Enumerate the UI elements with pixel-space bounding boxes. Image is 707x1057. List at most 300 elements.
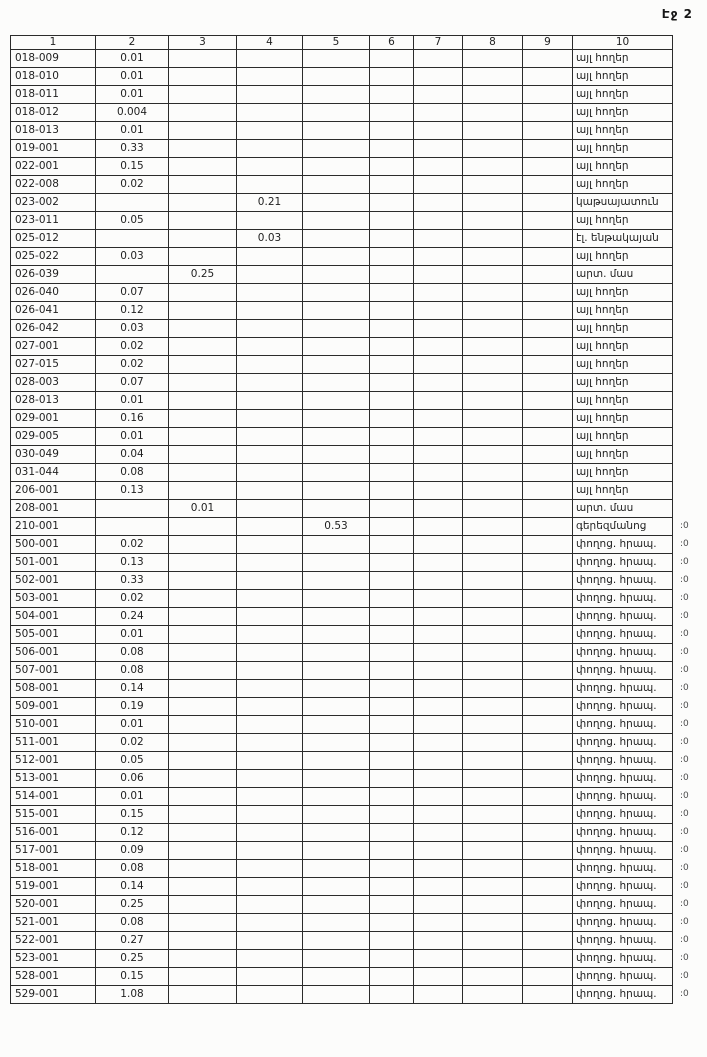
value-cell: 0.05 xyxy=(96,752,169,770)
code-cell: 031-044 xyxy=(11,464,96,482)
value-cell xyxy=(414,860,463,878)
value-cell xyxy=(414,50,463,68)
value-cell xyxy=(463,410,523,428)
code-cell: 019-001 xyxy=(11,140,96,158)
value-cell xyxy=(370,158,414,176)
code-cell: 026-039 xyxy=(11,266,96,284)
value-cell xyxy=(237,968,303,986)
value-cell xyxy=(370,140,414,158)
value-cell: 0.02 xyxy=(96,176,169,194)
value-cell xyxy=(463,878,523,896)
value-cell: 0.01 xyxy=(96,788,169,806)
value-cell xyxy=(237,68,303,86)
value-cell xyxy=(414,356,463,374)
value-cell xyxy=(463,914,523,932)
value-cell xyxy=(370,194,414,212)
value-cell xyxy=(169,968,237,986)
land-use-cell: այլ հողեր xyxy=(573,302,673,320)
land-use-cell: այլ հողեր xyxy=(573,338,673,356)
land-use-cell: փողոց. հրապ. xyxy=(573,842,673,860)
land-use-cell: փողոց. հրապ. xyxy=(573,770,673,788)
table-row xyxy=(11,446,706,464)
value-cell xyxy=(370,590,414,608)
value-cell xyxy=(370,536,414,554)
margin-mark xyxy=(673,68,706,86)
code-cell: 517-001 xyxy=(11,842,96,860)
value-cell xyxy=(237,500,303,518)
value-cell xyxy=(169,320,237,338)
column-header-8: 8 xyxy=(463,36,523,50)
value-cell xyxy=(370,212,414,230)
value-cell xyxy=(370,464,414,482)
value-cell xyxy=(414,266,463,284)
value-cell xyxy=(237,266,303,284)
value-cell xyxy=(463,158,523,176)
code-cell: 208-001 xyxy=(11,500,96,518)
value-cell: 0.01 xyxy=(96,392,169,410)
value-cell xyxy=(523,644,573,662)
value-cell xyxy=(237,248,303,266)
value-cell: 0.03 xyxy=(237,230,303,248)
value-cell xyxy=(414,698,463,716)
value-cell xyxy=(303,680,370,698)
value-cell xyxy=(237,518,303,536)
value-cell xyxy=(463,806,523,824)
margin-mark xyxy=(673,302,706,320)
value-cell: 0.01 xyxy=(96,68,169,86)
value-cell xyxy=(414,392,463,410)
table-row xyxy=(11,320,706,338)
value-cell xyxy=(463,140,523,158)
value-cell xyxy=(303,752,370,770)
code-cell: 018-012 xyxy=(11,104,96,122)
value-cell xyxy=(370,968,414,986)
value-cell xyxy=(414,842,463,860)
value-cell xyxy=(463,428,523,446)
value-cell xyxy=(523,338,573,356)
land-use-cell: այլ հողեր xyxy=(573,248,673,266)
value-cell xyxy=(414,734,463,752)
value-cell xyxy=(237,122,303,140)
value-cell xyxy=(370,518,414,536)
value-cell xyxy=(463,842,523,860)
land-use-cell: այլ հողեր xyxy=(573,140,673,158)
land-use-cell: փողոց. հրապ. xyxy=(573,986,673,1004)
value-cell xyxy=(523,392,573,410)
value-cell xyxy=(414,248,463,266)
value-cell: 0.33 xyxy=(96,140,169,158)
value-cell xyxy=(414,464,463,482)
margin-mark xyxy=(673,248,706,266)
table-row xyxy=(11,878,706,896)
value-cell: 0.27 xyxy=(96,932,169,950)
table-row xyxy=(11,518,706,536)
margin-mark xyxy=(673,500,706,518)
value-cell xyxy=(414,896,463,914)
land-use-cell: այլ հողեր xyxy=(573,356,673,374)
value-cell xyxy=(370,356,414,374)
margin-mark: :0 xyxy=(680,521,689,531)
value-cell xyxy=(414,86,463,104)
value-cell xyxy=(237,626,303,644)
table-row xyxy=(11,968,706,986)
table-row xyxy=(11,104,706,122)
value-cell xyxy=(237,338,303,356)
value-cell xyxy=(237,140,303,158)
code-cell: 030-049 xyxy=(11,446,96,464)
column-header-9: 9 xyxy=(523,36,573,50)
margin-mark xyxy=(673,104,706,122)
value-cell: 0.21 xyxy=(237,194,303,212)
value-cell xyxy=(169,770,237,788)
value-cell xyxy=(523,302,573,320)
margin-mark xyxy=(673,230,706,248)
code-cell: 210-001 xyxy=(11,518,96,536)
code-cell: 520-001 xyxy=(11,896,96,914)
value-cell xyxy=(237,788,303,806)
value-cell xyxy=(414,302,463,320)
value-cell xyxy=(169,464,237,482)
land-use-cell: այլ հողեր xyxy=(573,284,673,302)
land-use-cell: փողոց. հրապ. xyxy=(573,968,673,986)
land-use-cell: փողոց. հրապ. xyxy=(573,950,673,968)
value-cell xyxy=(370,608,414,626)
value-cell xyxy=(370,68,414,86)
margin-mark xyxy=(673,176,706,194)
value-cell xyxy=(523,950,573,968)
value-cell xyxy=(414,428,463,446)
code-cell: 025-012 xyxy=(11,230,96,248)
land-use-cell: փողոց. հրապ. xyxy=(573,896,673,914)
land-use-cell: փողոց. հրապ. xyxy=(573,932,673,950)
value-cell xyxy=(237,932,303,950)
table-row xyxy=(11,788,706,806)
value-cell xyxy=(463,176,523,194)
value-cell xyxy=(463,698,523,716)
value-cell xyxy=(414,140,463,158)
value-cell xyxy=(169,806,237,824)
value-cell xyxy=(237,590,303,608)
value-cell xyxy=(237,356,303,374)
value-cell: 0.53 xyxy=(303,518,370,536)
value-cell xyxy=(169,428,237,446)
value-cell xyxy=(523,104,573,122)
column-header-5: 5 xyxy=(303,36,370,50)
value-cell xyxy=(414,914,463,932)
table-row xyxy=(11,374,706,392)
value-cell xyxy=(414,446,463,464)
margin-mark xyxy=(673,284,706,302)
value-cell xyxy=(523,860,573,878)
value-cell: 0.08 xyxy=(96,662,169,680)
value-cell xyxy=(463,446,523,464)
land-use-cell: այլ հողեր xyxy=(573,50,673,68)
value-cell xyxy=(303,446,370,464)
code-cell: 529-001 xyxy=(11,986,96,1004)
value-cell xyxy=(523,752,573,770)
value-cell xyxy=(303,176,370,194)
value-cell xyxy=(463,896,523,914)
value-cell xyxy=(169,608,237,626)
margin-mark xyxy=(673,122,706,140)
value-cell xyxy=(463,392,523,410)
value-cell xyxy=(370,644,414,662)
value-cell xyxy=(169,950,237,968)
table-row xyxy=(11,590,706,608)
value-cell xyxy=(523,266,573,284)
table-row xyxy=(11,644,706,662)
value-cell xyxy=(370,320,414,338)
value-cell xyxy=(523,230,573,248)
value-cell xyxy=(523,50,573,68)
table-row xyxy=(11,176,706,194)
value-cell xyxy=(303,986,370,1004)
value-cell xyxy=(523,626,573,644)
value-cell xyxy=(237,878,303,896)
value-cell: 0.004 xyxy=(96,104,169,122)
value-cell xyxy=(237,428,303,446)
value-cell xyxy=(463,356,523,374)
code-cell: 507-001 xyxy=(11,662,96,680)
code-cell: 512-001 xyxy=(11,752,96,770)
land-use-cell: արտ. մաս xyxy=(573,500,673,518)
value-cell: 0.13 xyxy=(96,554,169,572)
table-row xyxy=(11,680,706,698)
value-cell xyxy=(463,212,523,230)
value-cell xyxy=(237,914,303,932)
column-header-6: 6 xyxy=(370,36,414,50)
value-cell xyxy=(414,374,463,392)
margin-mark: :0 xyxy=(680,881,689,891)
margin-mark: :0 xyxy=(680,791,689,801)
value-cell xyxy=(370,698,414,716)
value-cell xyxy=(414,932,463,950)
value-cell xyxy=(237,410,303,428)
value-cell: 0.01 xyxy=(169,500,237,518)
land-use-cell: փողոց. հրապ. xyxy=(573,698,673,716)
value-cell xyxy=(303,266,370,284)
value-cell xyxy=(414,608,463,626)
value-cell xyxy=(303,914,370,932)
value-cell xyxy=(370,842,414,860)
value-cell xyxy=(414,518,463,536)
table-row xyxy=(11,68,706,86)
land-use-cell: փողոց. հրապ. xyxy=(573,716,673,734)
table-row xyxy=(11,158,706,176)
value-cell xyxy=(370,878,414,896)
code-cell: 029-005 xyxy=(11,428,96,446)
margin-mark xyxy=(673,194,706,212)
value-cell xyxy=(370,680,414,698)
table-row xyxy=(11,212,706,230)
land-use-cell: փողոց. հրապ. xyxy=(573,644,673,662)
value-cell xyxy=(169,176,237,194)
value-cell xyxy=(303,104,370,122)
value-cell: 0.01 xyxy=(96,626,169,644)
code-cell: 026-040 xyxy=(11,284,96,302)
value-cell xyxy=(463,608,523,626)
value-cell: 0.07 xyxy=(96,374,169,392)
value-cell xyxy=(463,104,523,122)
value-cell xyxy=(523,428,573,446)
value-cell xyxy=(169,896,237,914)
value-cell xyxy=(523,842,573,860)
table-row xyxy=(11,50,706,68)
value-cell xyxy=(370,554,414,572)
value-cell xyxy=(370,410,414,428)
code-cell: 521-001 xyxy=(11,914,96,932)
value-cell xyxy=(523,320,573,338)
value-cell xyxy=(414,68,463,86)
value-cell xyxy=(370,86,414,104)
value-cell: 0.33 xyxy=(96,572,169,590)
code-cell: 018-011 xyxy=(11,86,96,104)
margin-mark: :0 xyxy=(680,827,689,837)
value-cell xyxy=(303,572,370,590)
value-cell xyxy=(237,734,303,752)
value-cell xyxy=(303,806,370,824)
margin-mark xyxy=(673,482,706,500)
value-cell xyxy=(169,536,237,554)
value-cell xyxy=(463,752,523,770)
value-cell xyxy=(370,500,414,518)
code-cell: 018-009 xyxy=(11,50,96,68)
land-use-cell: այլ հողեր xyxy=(573,428,673,446)
code-cell: 514-001 xyxy=(11,788,96,806)
value-cell xyxy=(523,680,573,698)
land-use-cell: փողոց. հրապ. xyxy=(573,662,673,680)
value-cell xyxy=(523,158,573,176)
value-cell: 0.02 xyxy=(96,536,169,554)
value-cell xyxy=(370,122,414,140)
value-cell: 0.14 xyxy=(96,878,169,896)
land-use-cell: փողոց. հրապ. xyxy=(573,914,673,932)
code-cell: 506-001 xyxy=(11,644,96,662)
value-cell xyxy=(370,914,414,932)
value-cell xyxy=(523,518,573,536)
value-cell xyxy=(414,104,463,122)
value-cell xyxy=(303,608,370,626)
value-cell: 0.02 xyxy=(96,590,169,608)
value-cell xyxy=(303,590,370,608)
value-cell: 0.08 xyxy=(96,914,169,932)
value-cell xyxy=(370,248,414,266)
value-cell xyxy=(370,662,414,680)
value-cell xyxy=(414,230,463,248)
value-cell xyxy=(237,986,303,1004)
code-cell: 023-011 xyxy=(11,212,96,230)
value-cell xyxy=(303,626,370,644)
value-cell xyxy=(523,806,573,824)
value-cell xyxy=(370,266,414,284)
value-cell xyxy=(237,212,303,230)
value-cell: 0.14 xyxy=(96,680,169,698)
table-row xyxy=(11,770,706,788)
value-cell xyxy=(463,86,523,104)
code-cell: 503-001 xyxy=(11,590,96,608)
value-cell xyxy=(463,950,523,968)
table-row xyxy=(11,896,706,914)
margin-mark xyxy=(673,392,706,410)
value-cell xyxy=(303,230,370,248)
value-cell: 0.01 xyxy=(96,716,169,734)
code-cell: 028-013 xyxy=(11,392,96,410)
margin-mark: :0 xyxy=(680,611,689,621)
value-cell xyxy=(370,950,414,968)
value-cell xyxy=(303,968,370,986)
land-use-cell: արտ. մաս xyxy=(573,266,673,284)
code-cell: 502-001 xyxy=(11,572,96,590)
code-cell: 022-008 xyxy=(11,176,96,194)
value-cell xyxy=(237,482,303,500)
code-cell: 510-001 xyxy=(11,716,96,734)
value-cell xyxy=(303,734,370,752)
value-cell xyxy=(523,968,573,986)
value-cell xyxy=(169,554,237,572)
land-use-cell: փողոց. հրապ. xyxy=(573,824,673,842)
table-row xyxy=(11,554,706,572)
table-body xyxy=(11,50,706,1004)
margin-mark xyxy=(673,140,706,158)
table-row xyxy=(11,284,706,302)
value-cell xyxy=(370,986,414,1004)
value-cell xyxy=(303,554,370,572)
value-cell xyxy=(370,572,414,590)
value-cell xyxy=(237,104,303,122)
value-cell xyxy=(169,914,237,932)
value-cell xyxy=(303,158,370,176)
value-cell: 0.15 xyxy=(96,158,169,176)
table-row xyxy=(11,986,706,1004)
land-use-cell: այլ հողեր xyxy=(573,176,673,194)
column-header-1: 1 xyxy=(11,36,96,50)
column-header-4: 4 xyxy=(237,36,303,50)
table-row xyxy=(11,500,706,518)
table-row xyxy=(11,140,706,158)
value-cell xyxy=(96,194,169,212)
table-row xyxy=(11,572,706,590)
value-cell xyxy=(237,572,303,590)
table-row xyxy=(11,842,706,860)
value-cell: 0.01 xyxy=(96,428,169,446)
table-row xyxy=(11,482,706,500)
value-cell xyxy=(414,158,463,176)
land-use-cell: փողոց. հրապ. xyxy=(573,608,673,626)
value-cell xyxy=(414,338,463,356)
code-cell: 509-001 xyxy=(11,698,96,716)
value-cell: 0.24 xyxy=(96,608,169,626)
value-cell xyxy=(414,410,463,428)
table-row xyxy=(11,716,706,734)
value-cell: 0.08 xyxy=(96,860,169,878)
table-row xyxy=(11,302,706,320)
margin-mark xyxy=(673,446,706,464)
margin-mark: :0 xyxy=(680,737,689,747)
margin-mark: :0 xyxy=(680,971,689,981)
data-table xyxy=(10,35,706,1004)
margin-mark: :0 xyxy=(680,665,689,675)
value-cell xyxy=(237,320,303,338)
margin-mark xyxy=(673,410,706,428)
land-use-cell: փողոց. հրապ. xyxy=(573,752,673,770)
value-cell xyxy=(370,302,414,320)
value-cell xyxy=(414,986,463,1004)
value-cell xyxy=(523,698,573,716)
value-cell xyxy=(523,734,573,752)
land-use-cell: այլ հողեր xyxy=(573,104,673,122)
value-cell xyxy=(370,230,414,248)
value-cell xyxy=(370,824,414,842)
